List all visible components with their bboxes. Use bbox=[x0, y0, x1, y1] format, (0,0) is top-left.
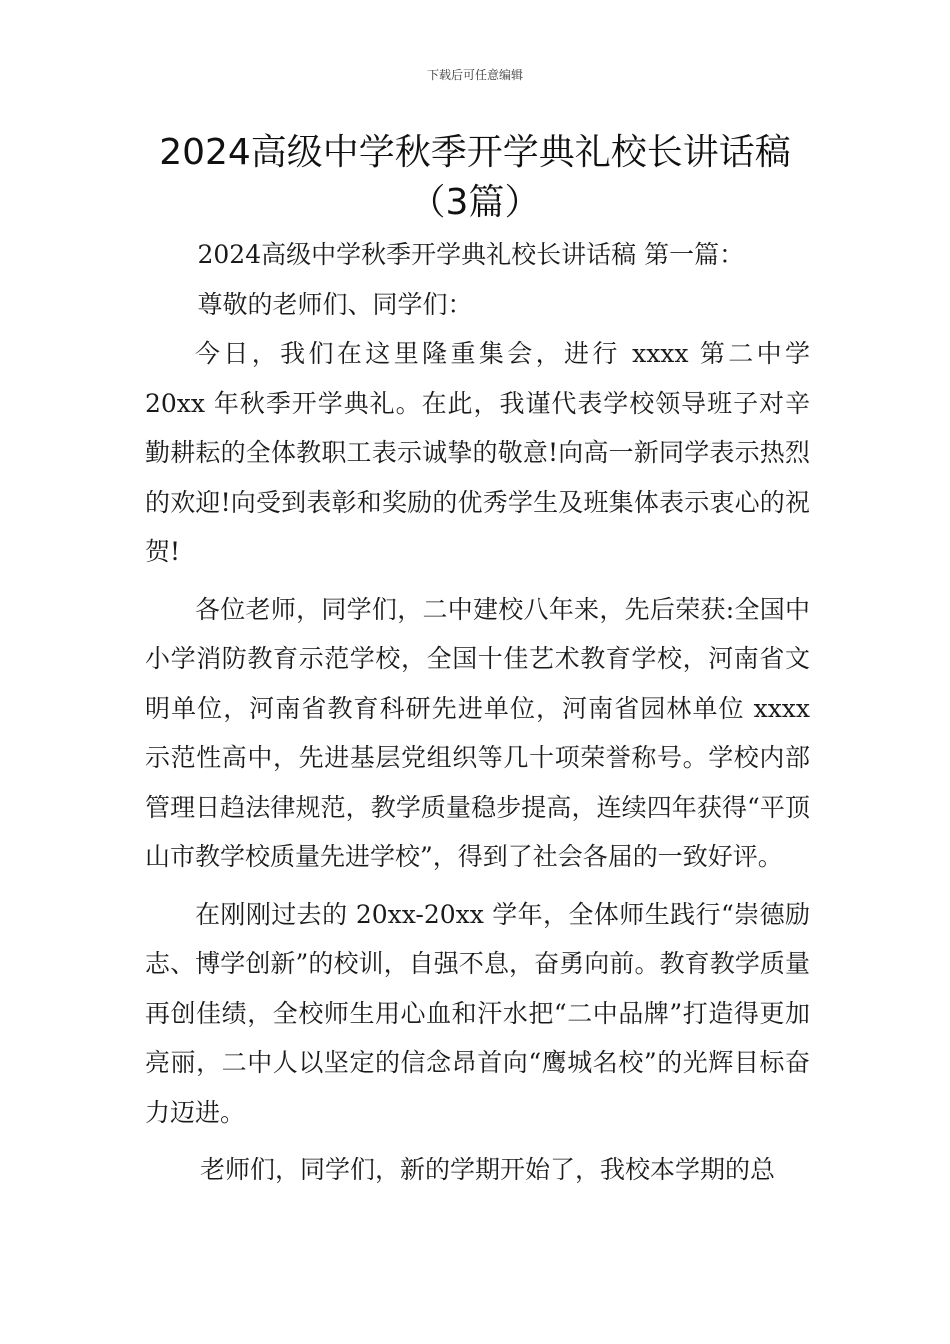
salutation: 尊敬的老师们、同学们： bbox=[197, 289, 473, 319]
paragraph: 今日，我们在这里隆重集会，进行 xxxx 第二中学 20xx 年秋季开学典礼。在此，我谨代表学校领导班子对辛勤耕耘的全体教职工表示诚挚的敬意!向高一新同学表示热烈的欢迎!向受到表彰和奖励的优秀学生及班集体表示衷心的祝贺! bbox=[145, 339, 810, 566]
header-note: 下载后可任意编辑 bbox=[426, 68, 523, 82]
document-title: 2024高级中学秋季开学典礼校长讲话稿（3篇） bbox=[159, 132, 791, 223]
document-body bbox=[145, 230, 810, 1195]
paragraph: 在刚刚过去的 20xx-20xx 学年，全体师生践行“崇德励志、博学创新”的校训，自强不息，奋勇向前。教育教学质量再创佳绩，全校师生用心血和汗水把“二中品牌”打造得更加亮丽，二中人以坚定的信念昂首向“鹰城名校”的光辉目标奋力迈进。 bbox=[145, 899, 810, 1127]
paragraph: 老师们，同学们，新的学期开始了，我校本学期的总 bbox=[200, 1155, 776, 1184]
section-heading: 2024高级中学秋季开学典礼校长讲话稿 第一篇： bbox=[197, 240, 745, 269]
paragraph: 各位老师，同学们，二中建校八年来，先后荣获:全国中小学消防教育示范学校，全国十佳艺术教育学校，河南省文明单位，河南省教育科研先进单位，河南省园林单位 xxxx 示范性高中，先进基层党组织等几十项荣誉称号。学校内部管理日趋法律规范，教学质量稳步提高，连续四年获得“平顶山市教学校质量先进学校”，得到了社会各届的一致好评。 bbox=[145, 594, 810, 871]
